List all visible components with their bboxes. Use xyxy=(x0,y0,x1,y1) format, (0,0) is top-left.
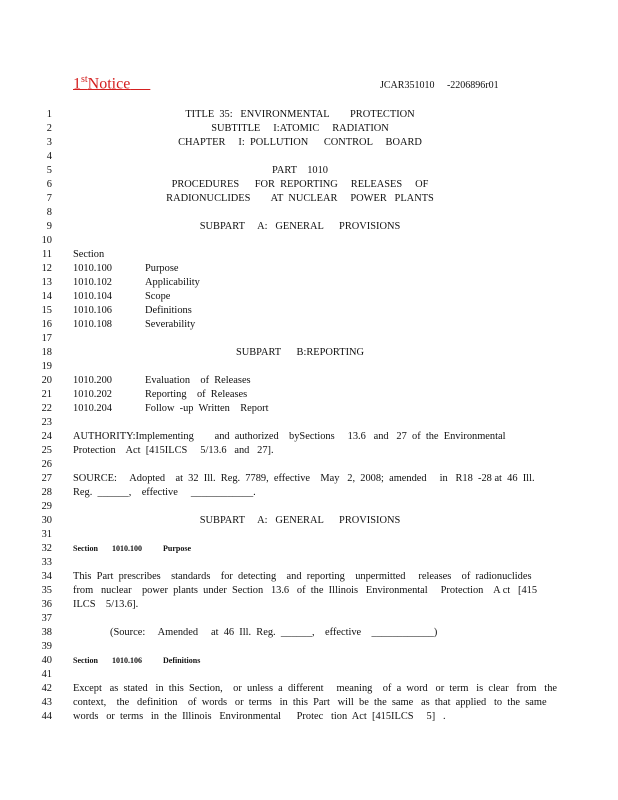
part-title-line-2: RADIONUCLIDES AT NUCLEAR POWER PLANTS xyxy=(166,193,434,204)
toc-number: 1010.100 xyxy=(73,263,112,274)
title-line: TITLE 35: ENVIRONMENTAL PROTECTION xyxy=(185,109,415,120)
part-line: PART 1010 xyxy=(272,165,328,176)
section-heading-label: Section xyxy=(73,656,98,665)
toc-title: Reporting of Releases xyxy=(145,389,248,400)
toc-title: Evaluation of Releases xyxy=(145,375,251,386)
toc-title: Purpose xyxy=(145,263,179,274)
authority-text: Protection Act [415ILCS 5/13.6 and 27]. xyxy=(73,445,274,456)
toc-title: Applicability xyxy=(145,277,200,288)
source-text: SOURCE: Adopted at 32 Ill. Reg. 7789, effective May 2, 2008; amended in R18 -28 at 46 Ill. xyxy=(73,473,535,484)
section-heading-number: 1010.100 xyxy=(112,544,142,553)
section-label: Section xyxy=(73,249,105,260)
section-heading-title: Purpose xyxy=(163,544,191,553)
authority-text: AUTHORITY:Implementing and authorized bySections 13.6 and 27 of the Environmental xyxy=(73,431,506,442)
subpart-b-heading: SUBPART B:REPORTING xyxy=(235,347,365,358)
subpart-a-heading: SUBPART A: GENERAL PROVISIONS xyxy=(199,515,401,526)
notice-heading: 1stNotice xyxy=(73,74,131,93)
toc-number: 1010.200 xyxy=(73,375,112,386)
body-text: context, the definition of words or terms in this Part will be the same as that applied to the same xyxy=(73,697,547,708)
toc-title: Severability xyxy=(145,319,196,330)
subpart-a-heading: SUBPART A: GENERAL PROVISIONS xyxy=(199,221,401,232)
section-heading-number: 1010.106 xyxy=(112,656,142,665)
body-text: Except as stated in this Section, or unless a different meaning of a word or term is clear from the xyxy=(73,683,558,694)
part-title-line-1: PROCEDURES FOR REPORTING RELEASES OF xyxy=(171,179,429,190)
body-text: words or terms in the Illinois Environmental Protec tion Act [415ILCS 5] . xyxy=(73,711,446,722)
subtitle-line: SUBTITLE I:ATOMIC RADIATION xyxy=(211,123,389,134)
source-note: (Source: Amended at 46 Ill. Reg. ______, effective ____________) xyxy=(110,627,438,638)
section-heading-label: Section xyxy=(73,544,98,553)
jcar-code: JCAR351010 -2206896r01 xyxy=(380,80,499,91)
toc-title: Follow -up Written Report xyxy=(145,403,269,414)
toc-title: Definitions xyxy=(145,305,192,316)
toc-number: 1010.102 xyxy=(73,277,112,288)
source-text: Reg. ______, effective ____________. xyxy=(73,487,256,498)
body-text: This Part prescribes standards for detecting and reporting unpermitted releases of radionuclides xyxy=(73,571,532,582)
toc-number: 1010.108 xyxy=(73,319,112,330)
toc-number: 1010.106 xyxy=(73,305,112,316)
chapter-line: CHAPTER I: POLLUTION CONTROL BOARD xyxy=(178,137,422,148)
toc-number: 1010.202 xyxy=(73,389,112,400)
toc-number: 1010.204 xyxy=(73,403,112,414)
toc-number: 1010.104 xyxy=(73,291,112,302)
toc-title: Scope xyxy=(145,291,171,302)
body-text: from nuclear power plants under Section 13.6 of the Illinois Environmental Protection A ct [415 xyxy=(73,585,538,596)
body-text: ILCS 5/13.6]. xyxy=(73,599,139,610)
section-heading-title: Definitions xyxy=(163,656,201,665)
